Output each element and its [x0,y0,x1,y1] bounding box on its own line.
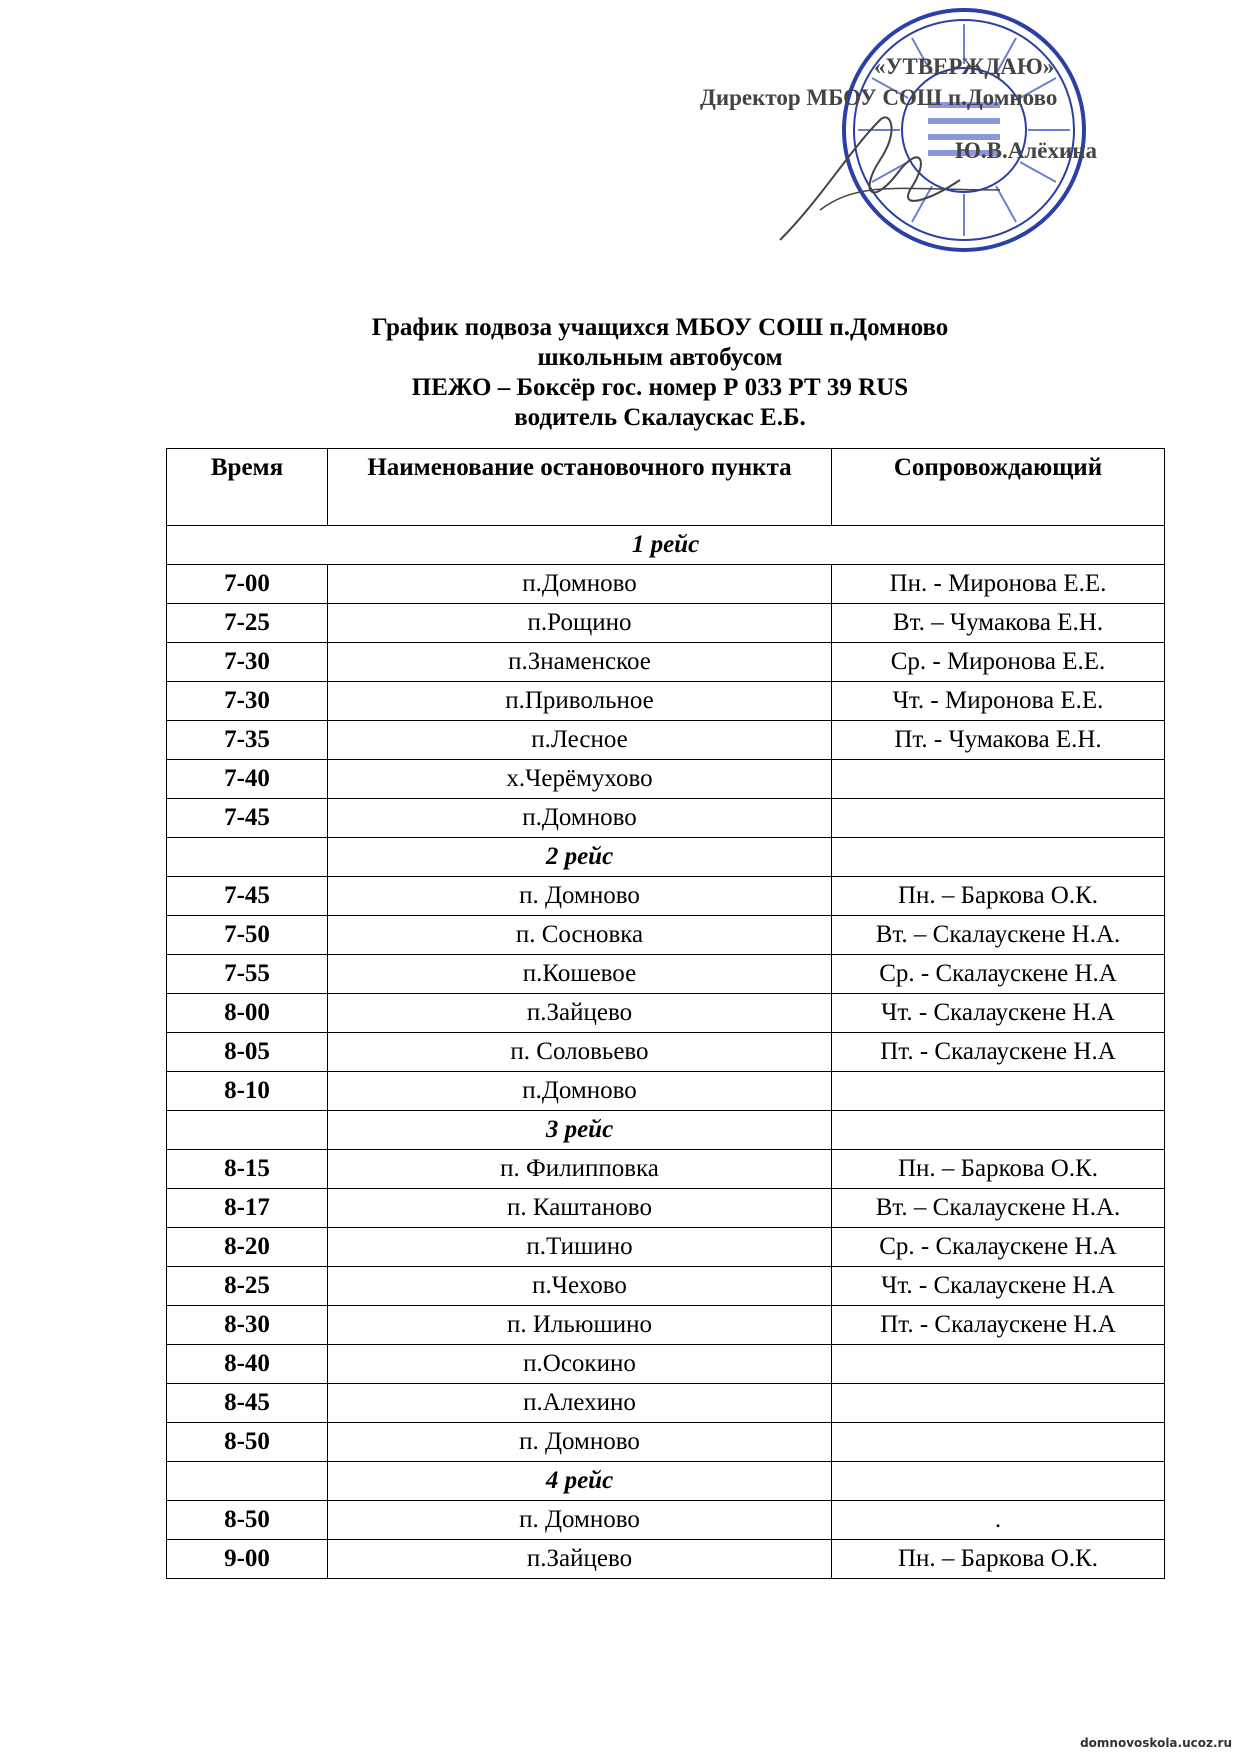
header-time: Время [167,449,328,526]
escort-cell: Вт. – Скалаускене Н.А. [832,1189,1165,1228]
schedule-table [166,448,1165,1579]
table-row [167,760,1165,799]
escort-cell [832,1423,1165,1462]
table-row [167,1189,1165,1228]
site-watermark: domnovoskola.ucoz.ru [1080,1736,1232,1750]
time-cell: 8-50 [167,1423,328,1462]
stop-cell: п. Филипповка [328,1150,832,1189]
table-body [167,526,1165,1579]
escort-cell: Вт. – Скалаускене Н.А. [832,916,1165,955]
stop-cell: п. Ильюшино [328,1306,832,1345]
title-line-3: ПЕЖО – Боксёр гос. номер Р 033 РТ 39 RUS [411,374,909,401]
empty-cell [167,1462,328,1501]
time-cell: 8-30 [167,1306,328,1345]
trip-label: 2 рейс [328,838,832,877]
time-cell: 7-00 [167,565,328,604]
stop-cell: п.Привольное [328,682,832,721]
trip-header-row [167,1111,1165,1150]
table-row [167,1267,1165,1306]
time-cell: 7-45 [167,877,328,916]
table-row [167,682,1165,721]
stop-cell: п.Осокино [328,1345,832,1384]
stop-cell: п.Алехино [328,1384,832,1423]
header-escort: Сопровождающий [832,449,1165,526]
escort-cell [832,760,1165,799]
time-cell: 8-05 [167,1033,328,1072]
table-row [167,877,1165,916]
stop-cell: п. Каштаново [328,1189,832,1228]
table-row [167,565,1165,604]
trip-header-row [167,526,1165,565]
table-row [167,1501,1165,1540]
time-cell: 8-25 [167,1267,328,1306]
stop-cell: п.Домново [328,565,832,604]
empty-cell [167,1111,328,1150]
table-row [167,1150,1165,1189]
escort-cell: Пн. – Баркова О.К. [832,877,1165,916]
escort-cell [832,1345,1165,1384]
empty-cell [832,1462,1165,1501]
table-row [167,604,1165,643]
time-cell: 8-17 [167,1189,328,1228]
empty-cell [832,1111,1165,1150]
trip-header-row [167,1462,1165,1501]
stop-cell: п.Кошевое [328,955,832,994]
time-cell: 8-50 [167,1501,328,1540]
stop-cell: п.Лесное [328,721,832,760]
escort-cell: Чт. - Скалаускене Н.А [832,1267,1165,1306]
escort-cell [832,1384,1165,1423]
stop-cell: п.Чехово [328,1267,832,1306]
document-title [0,313,1240,433]
table-row [167,721,1165,760]
trip-label: 1 рейс [167,526,1165,565]
stop-cell: п.Домново [328,799,832,838]
time-cell: 7-45 [167,799,328,838]
table-row [167,916,1165,955]
stop-cell: п. Домново [328,1423,832,1462]
escort-cell: Вт. – Чумакова Е.Н. [832,604,1165,643]
escort-cell: Пн. - Миронова Е.Е. [832,565,1165,604]
escort-cell: Пт. - Чумакова Е.Н. [832,721,1165,760]
escort-cell: Пт. - Скалаускене Н.А [832,1033,1165,1072]
signature-icon [760,90,1020,250]
stop-cell: п.Зайцево [328,1540,832,1579]
escort-cell: Ср. - Скалаускене Н.А [832,1228,1165,1267]
title-line-2: школьным автобусом [537,344,783,371]
escort-cell: Чт. - Скалаускене Н.А [832,994,1165,1033]
title-line-4: водитель Скалаускас Е.Б. [514,404,806,431]
table-row [167,1345,1165,1384]
time-cell: 8-40 [167,1345,328,1384]
trip-label: 3 рейс [328,1111,832,1150]
stop-cell: п. Домново [328,1501,832,1540]
time-cell: 8-00 [167,994,328,1033]
time-cell: 8-20 [167,1228,328,1267]
escort-cell: . [832,1501,1165,1540]
escort-cell: Пн. – Баркова О.К. [832,1540,1165,1579]
table-row [167,994,1165,1033]
approval-block [700,40,1180,240]
time-cell: 8-45 [167,1384,328,1423]
escort-cell: Пт. - Скалаускене Н.А [832,1306,1165,1345]
table-row [167,1033,1165,1072]
stop-cell: п.Рощино [328,604,832,643]
stop-cell: п. Домново [328,877,832,916]
director-name: Ю.В.Алёхина [955,138,1097,163]
empty-cell [832,838,1165,877]
escort-cell: Ср. - Миронова Е.Е. [832,643,1165,682]
director-label: Директор МБОУ СОШ п.Домново [700,85,1058,110]
title-line-1: График подвоза учащихся МБОУ СОШ п.Домново [371,314,949,341]
table-row [167,1228,1165,1267]
table-row [167,1384,1165,1423]
time-cell: 8-10 [167,1072,328,1111]
table-row [167,1072,1165,1111]
approve-label: «УТВЕРЖДАЮ» [874,54,1055,79]
time-cell: 7-30 [167,643,328,682]
stop-cell: п.Зайцево [328,994,832,1033]
trip-header-row [167,838,1165,877]
table-header-row [167,449,1165,526]
table-row [167,1423,1165,1462]
escort-cell: Чт. - Миронова Е.Е. [832,682,1165,721]
table-row [167,643,1165,682]
escort-cell [832,799,1165,838]
time-cell: 7-55 [167,955,328,994]
table-row [167,1306,1165,1345]
table-row [167,1540,1165,1579]
stop-cell: п.Тишино [328,1228,832,1267]
table-row [167,955,1165,994]
escort-cell: Пн. – Баркова О.К. [832,1150,1165,1189]
time-cell: 7-40 [167,760,328,799]
header-stop: Наименование остановочного пункта [328,449,832,526]
time-cell: 8-15 [167,1150,328,1189]
trip-label: 4 рейс [328,1462,832,1501]
time-cell: 7-30 [167,682,328,721]
stop-cell: х.Черёмухово [328,760,832,799]
escort-cell [832,1072,1165,1111]
stop-cell: п.Знаменское [328,643,832,682]
time-cell: 9-00 [167,1540,328,1579]
time-cell: 7-25 [167,604,328,643]
stop-cell: п. Сосновка [328,916,832,955]
stop-cell: п.Домново [328,1072,832,1111]
empty-cell [167,838,328,877]
escort-cell: Ср. - Скалаускене Н.А [832,955,1165,994]
table-row [167,799,1165,838]
time-cell: 7-50 [167,916,328,955]
time-cell: 7-35 [167,721,328,760]
stop-cell: п. Соловьево [328,1033,832,1072]
